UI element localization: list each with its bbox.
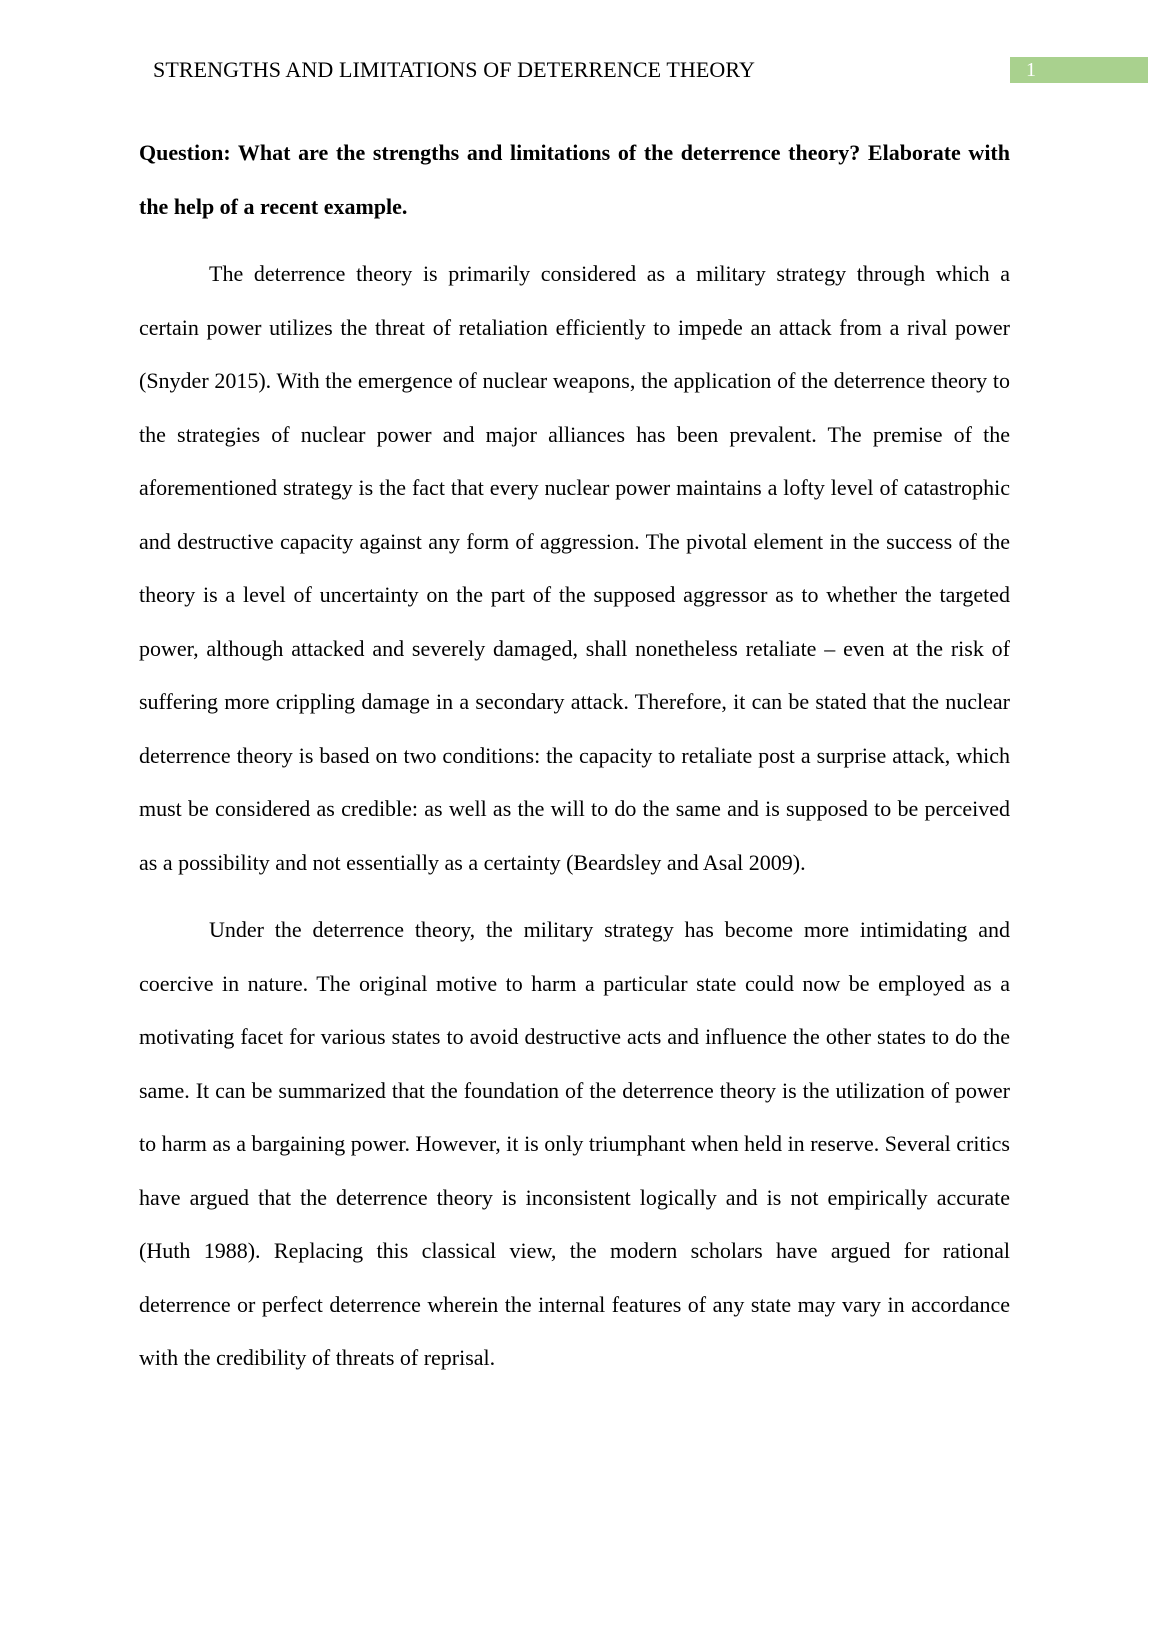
paragraph-deterrence-definition: The deterrence theory is primarily considered as a military strategy through which a certain power utilizes the threat of retaliation efficiently to impede an attack from a rival power (Snyder 2015). With the emergence of nuclear weapons, the application of the deterrence theory to the strategies of nuclear power and major alliances has been prevalent. The premise of the aforementioned strategy is the fact that every nuclear power maintains a lofty level of catastrophic and destructive capacity against any form of aggression. The pivotal element in the success of the theory is a level of uncertainty on the part of the supposed aggressor as to whether the targeted power, although attacked and severely damaged, shall nonetheless retaliate – even at the risk of suffering more crippling damage in a secondary attack. Therefore, it can be stated that the nuclear deterrence theory is based on two conditions: the capacity to retaliate post a surprise attack, which must be considered as credible: as well as the will to do the same and is supposed to be perceived as a possibility and not essentially as a certainty (Beardsley and Asal 2009). (139, 261, 1010, 875)
document-body (139, 126, 1010, 1385)
question-heading: Question: What are the strengths and limitations of the deterrence theory? Elaborate with the help of a recent example. (139, 140, 1010, 219)
running-head: STRENGTHS AND LIMITATIONS OF DETERRENCE THEORY (153, 57, 755, 82)
page-number: 1 (1010, 57, 1148, 83)
paragraph-military-strategy: Under the deterrence theory, the military strategy has become more intimidating and coercive in nature. The original motive to harm a particular state could now be employed as a motivating facet for various states to avoid destructive acts and influence the other states to do the same. It can be summarized that the foundation of the deterrence theory is the utilization of power to harm as a bargaining power. However, it is only triumphant when held in reserve. Several critics have argued that the deterrence theory is inconsistent logically and is not empirically accurate (Huth 1988). Replacing this classical view, the modern scholars have argued for rational deterrence or perfect deterrence wherein the internal features of any state may vary in accordance with the credibility of threats of reprisal. (139, 917, 1010, 1370)
